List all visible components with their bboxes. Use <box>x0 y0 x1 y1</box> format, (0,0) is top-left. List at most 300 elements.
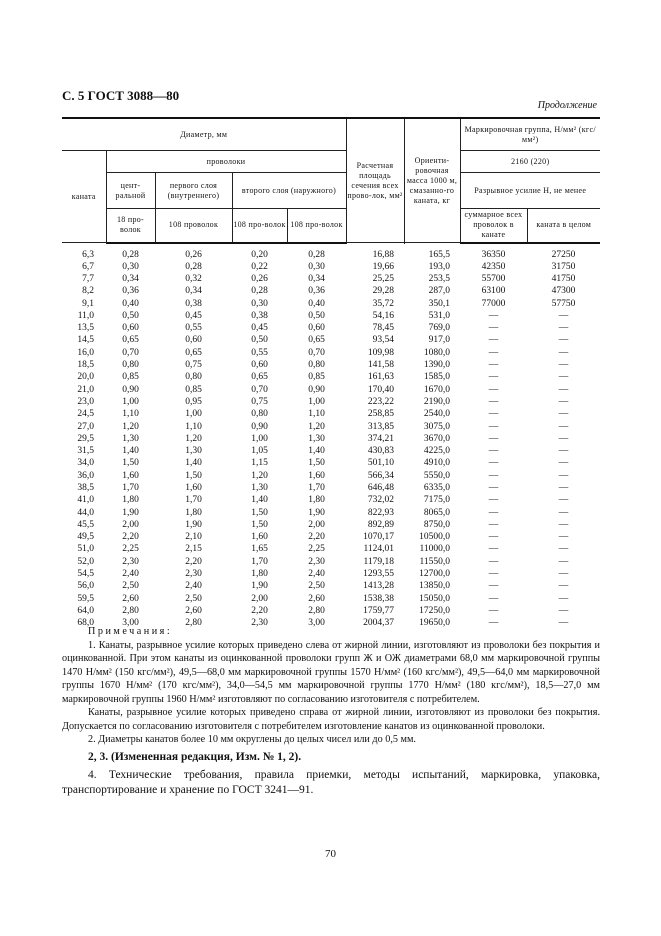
table-cell: 54,5 <box>77 569 94 580</box>
table-cell: — <box>558 519 569 530</box>
table-cell: 27,0 <box>77 421 94 432</box>
table-cell: 0,34 <box>122 273 139 284</box>
table-cell: 25,25 <box>372 273 394 284</box>
table-cell: 2,20 <box>122 532 139 543</box>
table-cell: 0,90 <box>251 421 268 432</box>
table-cell: 31750 <box>551 261 576 272</box>
table-cell: 2,40 <box>185 581 202 592</box>
table-cell: 0,36 <box>308 286 325 297</box>
table-cell: 3075,0 <box>423 421 450 432</box>
table-cell: 1,50 <box>185 470 202 481</box>
table-cell: — <box>558 446 569 457</box>
header-central: цент-ральной <box>106 173 155 209</box>
table-cell: 13850,0 <box>419 581 450 592</box>
table-cell: 161,63 <box>367 372 394 383</box>
table-cell: 2,10 <box>185 532 202 543</box>
table-row <box>62 261 600 273</box>
table-cell: 1293,55 <box>363 569 394 580</box>
table-row <box>62 371 600 383</box>
table-cell: 1,70 <box>308 482 325 493</box>
table-cell: 1,60 <box>122 470 139 481</box>
table-cell: 0,55 <box>185 323 202 334</box>
table-cell: 769,0 <box>428 323 450 334</box>
table-cell: 0,90 <box>122 384 139 395</box>
table-cell: 0,95 <box>185 396 202 407</box>
table-cell: 51,0 <box>77 544 94 555</box>
table-cell: — <box>558 507 569 518</box>
table-cell: 0,22 <box>251 261 268 272</box>
table-cell: — <box>488 458 499 469</box>
table-cell: 0,80 <box>185 372 202 383</box>
table-cell: 2,20 <box>308 532 325 543</box>
table-cell: 0,30 <box>251 298 268 309</box>
table-row <box>62 556 600 568</box>
rope-spec-table <box>62 117 600 629</box>
table-cell: 170,40 <box>367 384 394 395</box>
table-cell: 93,54 <box>372 335 394 346</box>
table-cell: — <box>488 495 499 506</box>
table-cell: 1,00 <box>185 409 202 420</box>
table-cell: 1,15 <box>251 458 268 469</box>
table-row <box>62 531 600 543</box>
table-cell: 1,30 <box>308 433 325 444</box>
table-row <box>62 359 600 371</box>
table-cell: 141,58 <box>367 360 394 371</box>
table-cell: 0,65 <box>185 347 202 358</box>
table-cell: — <box>558 458 569 469</box>
table-row <box>62 605 600 617</box>
table-cell: 0,85 <box>122 372 139 383</box>
table-cell: 0,30 <box>122 261 139 272</box>
table-cell: 1,90 <box>308 507 325 518</box>
header-second-layer: второго слоя (наружного) <box>232 173 346 209</box>
table-cell: 31,5 <box>77 446 94 457</box>
table-cell: — <box>558 384 569 395</box>
note-1a: 1. Канаты, разрывное усилие которых приведено слева от жирной линии, изготовляют из проволоки без покрытия и оцинкованной. При этом канаты из оцинкованной проволоки групп Ж и ОЖ диаметрами 68,0 мм маркировочной группы 1470 Н/мм² (150 кгс/мм²), 49,5—68,0 мм маркировочной группы 1570 Н/мм² (160 кгс/мм²), 49,5—64,0 мм маркировочной группы 1670 Н/мм² (170 кгс/мм²), 34,0—54,5 мм маркировочной группы 1770 Н/мм² (180 кгс/мм²), 18,5—27,0 мм маркировочной группы 1960 Н/мм² изготовляют по согласованию изготовителя с потребителем. <box>62 639 600 705</box>
table-cell: 1,20 <box>251 470 268 481</box>
table-cell: 20,0 <box>77 372 94 383</box>
table-cell: 0,45 <box>185 310 202 321</box>
table-cell: 2,25 <box>122 544 139 555</box>
header-breaking-force: Разрывное усилие Н, не менее <box>460 173 600 209</box>
table-cell: 2,30 <box>308 556 325 567</box>
table-cell: 1,50 <box>251 507 268 518</box>
header-group-value: 2160 (220) <box>460 151 600 173</box>
table-cell: 13,5 <box>77 323 94 334</box>
table-cell: 36350 <box>481 249 506 260</box>
table-cell: 0,85 <box>185 384 202 395</box>
table-cell: 501,10 <box>367 458 394 469</box>
table-cell: 24,5 <box>77 409 94 420</box>
table-cell: 8,2 <box>82 286 94 297</box>
table-cell: 2540,0 <box>423 409 450 420</box>
table-cell: — <box>488 593 499 604</box>
table-cell: 1759,77 <box>363 605 394 616</box>
table-cell: — <box>558 569 569 580</box>
table-cell: — <box>488 507 499 518</box>
table-cell: 0,75 <box>185 360 202 371</box>
table-cell: 2,30 <box>251 618 268 629</box>
table-cell: 12700,0 <box>419 569 450 580</box>
header-diameter: Диаметр, мм <box>62 118 346 151</box>
table-cell: 2,60 <box>185 605 202 616</box>
table-cell: — <box>558 581 569 592</box>
table-cell: 2,30 <box>185 569 202 580</box>
table-cell: 77000 <box>481 298 506 309</box>
table-cell: 2,80 <box>308 605 325 616</box>
table-cell: 0,40 <box>308 298 325 309</box>
table-cell: 2,80 <box>122 605 139 616</box>
table-cell: 0,28 <box>251 286 268 297</box>
table-cell: — <box>488 421 499 432</box>
header-mass: Ориенти-ровочная масса 1000 м, смазанно-го каната, кг <box>404 118 460 243</box>
table-cell: 2,00 <box>251 593 268 604</box>
table-cell: 350,1 <box>428 298 450 309</box>
table-cell: 2,15 <box>185 544 202 555</box>
table-cell: — <box>488 532 499 543</box>
table-cell: — <box>488 409 499 420</box>
table-cell: 3,00 <box>122 618 139 629</box>
table-cell: 3670,0 <box>423 433 450 444</box>
table-cell: 0,34 <box>308 273 325 284</box>
table-row <box>62 580 600 592</box>
table-cell: 1,00 <box>308 396 325 407</box>
table-cell: — <box>558 618 569 629</box>
table-cell: 5550,0 <box>423 470 450 481</box>
table-cell: — <box>558 482 569 493</box>
table-body <box>62 243 600 630</box>
table-row <box>62 519 600 531</box>
table-row <box>62 482 600 494</box>
table-cell: 566,34 <box>367 470 394 481</box>
table-cell: 1,90 <box>185 519 202 530</box>
table-cell: 1,05 <box>251 446 268 457</box>
table-row <box>62 445 600 457</box>
table-cell: 0,60 <box>308 323 325 334</box>
table-cell: 2190,0 <box>423 396 450 407</box>
table-cell: 3,00 <box>308 618 325 629</box>
table-cell: 1,90 <box>251 581 268 592</box>
table-cell: 57750 <box>551 298 576 309</box>
table-cell: 47300 <box>551 286 576 297</box>
table-cell: — <box>558 372 569 383</box>
table-cell: 56,0 <box>77 581 94 592</box>
table-cell: — <box>558 605 569 616</box>
header-whole: каната в целом <box>527 209 600 243</box>
table-cell: 1,40 <box>308 446 325 457</box>
header-rope: каната <box>62 151 106 243</box>
table-cell: 4225,0 <box>423 446 450 457</box>
table-cell: 0,50 <box>251 335 268 346</box>
table-cell: 6,7 <box>82 261 94 272</box>
table-cell: 0,50 <box>122 310 139 321</box>
table-cell: 49,5 <box>77 532 94 543</box>
header-108-wires-c: 108 про-волок <box>287 209 346 243</box>
table-cell: 41750 <box>551 273 576 284</box>
table-cell: 0,26 <box>185 249 202 260</box>
table-row <box>62 593 600 605</box>
table-cell: 2,80 <box>185 618 202 629</box>
table-cell: — <box>488 482 499 493</box>
table-cell: — <box>558 495 569 506</box>
table-cell: 4910,0 <box>423 458 450 469</box>
table-cell: 1,70 <box>185 495 202 506</box>
table-cell: 917,0 <box>428 335 450 346</box>
table-cell: 59,5 <box>77 593 94 604</box>
table-row <box>62 243 600 261</box>
table-cell: 0,30 <box>308 261 325 272</box>
table-cell: 36,0 <box>77 470 94 481</box>
table-cell: 16,0 <box>77 347 94 358</box>
table-cell: 0,80 <box>251 409 268 420</box>
table-cell: 1,10 <box>185 421 202 432</box>
table-cell: 0,80 <box>122 360 139 371</box>
table-cell: 1,10 <box>308 409 325 420</box>
table-cell: 1585,0 <box>423 372 450 383</box>
table-cell: 1,20 <box>185 433 202 444</box>
table-cell: 0,60 <box>122 323 139 334</box>
table-cell: 0,70 <box>122 347 139 358</box>
table-cell: 55700 <box>481 273 506 284</box>
table-row <box>62 568 600 580</box>
table-cell: 7,7 <box>82 273 94 284</box>
table-cell: 2,00 <box>308 519 325 530</box>
table-cell: 35,72 <box>372 298 394 309</box>
table-cell: 0,50 <box>308 310 325 321</box>
table-row <box>62 273 600 285</box>
table-cell: 2,40 <box>308 569 325 580</box>
table-cell: 0,38 <box>185 298 202 309</box>
table-cell: — <box>558 470 569 481</box>
table-cell: 1,80 <box>251 569 268 580</box>
table-cell: 19,66 <box>372 261 394 272</box>
table-cell: 68,0 <box>77 618 94 629</box>
table-cell: 1179,18 <box>363 556 394 567</box>
table-cell: 11000,0 <box>419 544 450 555</box>
table-cell: 0,28 <box>122 249 139 260</box>
notes <box>62 625 600 798</box>
table-cell: 253,5 <box>428 273 450 284</box>
table-cell: 1,80 <box>308 495 325 506</box>
table-cell: 1,80 <box>185 507 202 518</box>
table-cell: 2,00 <box>122 519 139 530</box>
header-108-wires-b: 108 про-волок <box>232 209 287 243</box>
table-cell: 2,40 <box>122 569 139 580</box>
table-cell: 8750,0 <box>423 519 450 530</box>
table-cell: 646,48 <box>367 482 394 493</box>
continuation-label: Продолжение <box>537 100 597 111</box>
table-cell: 45,5 <box>77 519 94 530</box>
table-cell: 29,5 <box>77 433 94 444</box>
table-cell: 258,85 <box>367 409 394 420</box>
table-cell: — <box>488 360 499 371</box>
table-cell: 52,0 <box>77 556 94 567</box>
table-cell: 19650,0 <box>419 618 450 629</box>
table-cell: 1,50 <box>251 519 268 530</box>
table-cell: 44,0 <box>77 507 94 518</box>
table-cell: — <box>488 347 499 358</box>
table-cell: 6,3 <box>82 249 94 260</box>
table-row <box>62 297 600 309</box>
table-cell: 78,45 <box>372 323 394 334</box>
table-cell: 1,50 <box>308 458 325 469</box>
table-row <box>62 310 600 322</box>
table-cell: 0,20 <box>251 249 268 260</box>
table-cell: 8065,0 <box>423 507 450 518</box>
table-cell: 29,28 <box>372 286 394 297</box>
table-cell: 0,36 <box>122 286 139 297</box>
table-cell: 1,40 <box>122 446 139 457</box>
table-cell: 1080,0 <box>423 347 450 358</box>
table-cell: 1,60 <box>251 532 268 543</box>
table-cell: — <box>488 396 499 407</box>
table-cell: 0,45 <box>251 323 268 334</box>
table-cell: — <box>558 335 569 346</box>
table-cell: 1,80 <box>122 495 139 506</box>
note-2: 2. Диаметры канатов более 10 мм округлены до целых чисел или до 0,5 мм. <box>88 734 416 745</box>
table-cell: 1,00 <box>122 396 139 407</box>
table-cell: — <box>558 310 569 321</box>
paragraph-4: 4. Технические требования, правила приемки, методы испытаний, маркировка, упаковка, транспортирование и хранение по ГОСТ 3241—91. <box>62 768 600 796</box>
table-cell: 0,38 <box>251 310 268 321</box>
table-cell: 1,10 <box>122 409 139 420</box>
table-cell: 0,32 <box>185 273 202 284</box>
table-cell: 1,30 <box>185 446 202 457</box>
table-cell: 1,30 <box>122 433 139 444</box>
table-cell: 0,40 <box>122 298 139 309</box>
table-cell: 15050,0 <box>419 593 450 604</box>
table-cell: 1,00 <box>251 433 268 444</box>
table-cell: 0,28 <box>185 261 202 272</box>
table-cell: 17250,0 <box>419 605 450 616</box>
table-cell: 0,70 <box>308 347 325 358</box>
table-cell: 0,75 <box>251 396 268 407</box>
table-cell: 374,21 <box>367 433 394 444</box>
table-cell: 6335,0 <box>423 482 450 493</box>
table-cell: 430,83 <box>367 446 394 457</box>
table-cell: 18,5 <box>77 360 94 371</box>
table-cell: 2,60 <box>122 593 139 604</box>
table-cell: — <box>488 335 499 346</box>
table-cell: 21,0 <box>77 384 94 395</box>
table-cell: — <box>558 556 569 567</box>
table-cell: 64,0 <box>77 605 94 616</box>
table-cell: 10500,0 <box>419 532 450 543</box>
table-row <box>62 433 600 445</box>
table-row <box>62 420 600 432</box>
table-cell: 822,93 <box>367 507 394 518</box>
table-cell: — <box>558 593 569 604</box>
table-cell: — <box>558 544 569 555</box>
table-cell: 0,85 <box>308 372 325 383</box>
table-cell: — <box>558 433 569 444</box>
table-cell: 0,65 <box>122 335 139 346</box>
table-row <box>62 334 600 346</box>
table-cell: 1124,01 <box>363 544 394 555</box>
table-cell: 0,65 <box>308 335 325 346</box>
table-row <box>62 396 600 408</box>
table-cell: 1,20 <box>122 421 139 432</box>
table-cell: — <box>488 372 499 383</box>
table-cell: 1,90 <box>122 507 139 518</box>
table-row <box>62 470 600 482</box>
table-cell: — <box>488 519 499 530</box>
table-cell: 2,50 <box>308 581 325 592</box>
table-cell: 14,5 <box>77 335 94 346</box>
table-cell: 1413,28 <box>363 581 394 592</box>
header-group: Маркировочная группа, Н/мм² (кгс/мм²) <box>460 118 600 151</box>
table-cell: — <box>488 433 499 444</box>
table-cell: 1,60 <box>308 470 325 481</box>
table-row <box>62 347 600 359</box>
note-1b: Канаты, разрывное усилие которых приведено справа от жирной линии, изготовляют из проволоки без покрытия. Допускается по согласованию изготовителя с потребителем изготовление канатов из оцинкованной проволоки. <box>62 707 600 732</box>
table-cell: 732,02 <box>367 495 394 506</box>
table-cell: 0,28 <box>308 249 325 260</box>
table-cell: 1,50 <box>122 458 139 469</box>
table-cell: 38,5 <box>77 482 94 493</box>
header-sum: суммарное всех проволок в канате <box>460 209 527 243</box>
table-cell: 1,60 <box>185 482 202 493</box>
table-cell: — <box>488 556 499 567</box>
table-cell: 16,88 <box>372 249 394 260</box>
table-cell: 2,20 <box>251 605 268 616</box>
header-first-layer: первого слоя (внутреннего) <box>155 173 232 209</box>
table-cell: 0,60 <box>185 335 202 346</box>
table-cell: 223,22 <box>367 396 394 407</box>
table-cell: 2,50 <box>122 581 139 592</box>
table-cell: 9,1 <box>82 298 94 309</box>
table-cell: 41,0 <box>77 495 94 506</box>
amendment: 2, 3. (Измененная редакция, Изм. № 1, 2). <box>88 750 302 763</box>
table-cell: 892,89 <box>367 519 394 530</box>
table-cell: 1,40 <box>251 495 268 506</box>
table-cell: 0,65 <box>251 372 268 383</box>
table-cell: 1,40 <box>185 458 202 469</box>
table-row <box>62 543 600 555</box>
header-area: Расчетная площадь сечения всех прово-лок, мм² <box>346 118 404 243</box>
table-cell: 34,0 <box>77 458 94 469</box>
table-cell: 313,85 <box>367 421 394 432</box>
table-cell: — <box>488 446 499 457</box>
table-cell: — <box>488 544 499 555</box>
table-cell: 1,65 <box>251 544 268 555</box>
table-cell: 2,50 <box>185 593 202 604</box>
header-18-wires: 18 про-волок <box>106 209 155 243</box>
table-row <box>62 322 600 334</box>
page-header: С. 5 ГОСТ 3088—80 <box>62 88 180 103</box>
table-cell: — <box>558 409 569 420</box>
table-cell: 2,25 <box>308 544 325 555</box>
table-cell: 165,5 <box>428 249 450 260</box>
header-wires: проволоки <box>106 151 346 173</box>
table-cell: 1,70 <box>251 556 268 567</box>
header-108-wires-a: 108 проволок <box>155 209 232 243</box>
table-cell: 1,70 <box>122 482 139 493</box>
table-cell: — <box>488 605 499 616</box>
table-row <box>62 383 600 395</box>
table-cell: 42350 <box>481 261 506 272</box>
table-cell: 1670,0 <box>423 384 450 395</box>
notes-title: Примечания: <box>88 626 173 637</box>
table-cell: 0,60 <box>251 360 268 371</box>
table-row <box>62 494 600 506</box>
table-cell: — <box>488 618 499 629</box>
table-cell: — <box>488 581 499 592</box>
table-cell: — <box>558 396 569 407</box>
table-cell: — <box>558 360 569 371</box>
table-cell: 0,55 <box>251 347 268 358</box>
table-cell: 7175,0 <box>423 495 450 506</box>
